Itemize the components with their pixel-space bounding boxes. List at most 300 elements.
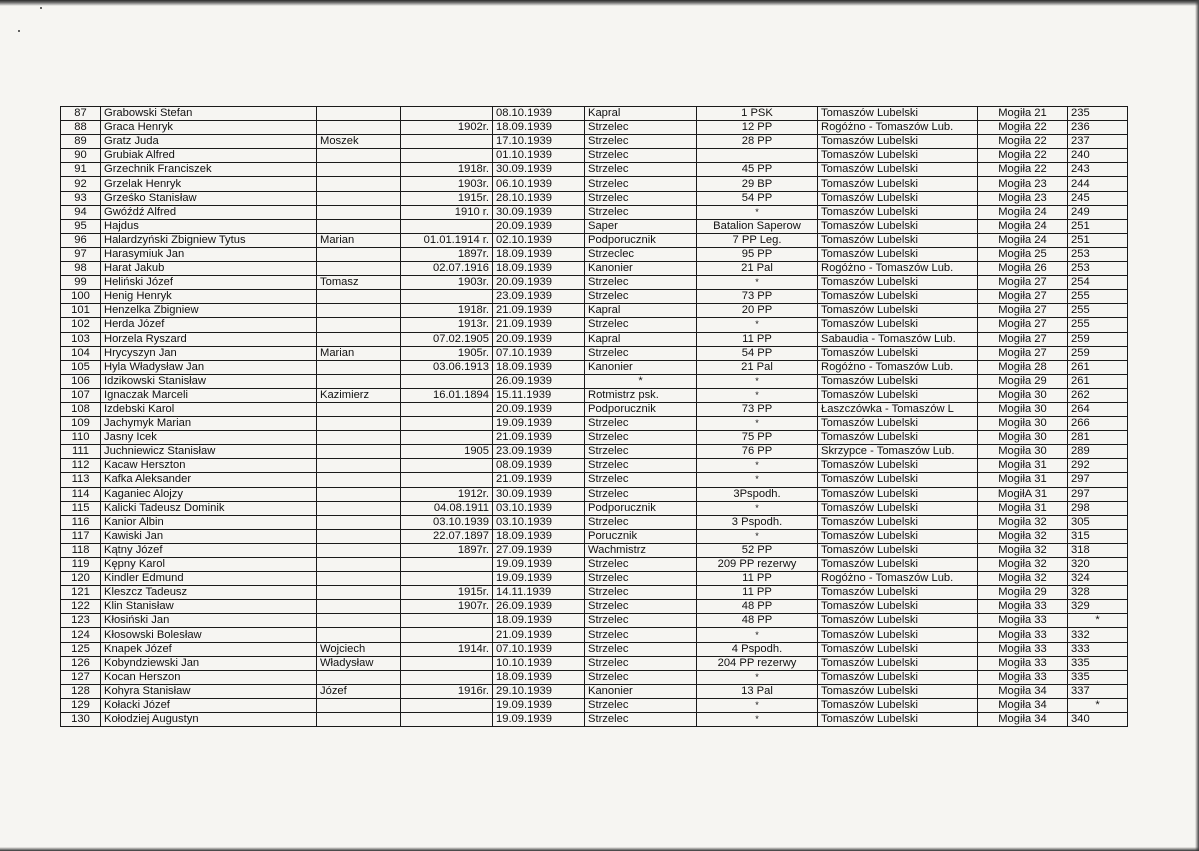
grave-number-cell: 333 bbox=[1068, 642, 1128, 656]
birth-date-cell bbox=[401, 614, 493, 628]
death-date-cell: 08.09.1939 bbox=[493, 459, 585, 473]
table-row bbox=[61, 628, 1128, 642]
father-name-cell bbox=[317, 191, 401, 205]
death-date-cell: 18.09.1939 bbox=[493, 529, 585, 543]
military-rank-cell: Strzelec bbox=[585, 163, 697, 177]
military-rank-cell: Strzeclec bbox=[585, 247, 697, 261]
birth-date-cell bbox=[401, 656, 493, 670]
soldier-name-cell: Klin Stanisław bbox=[101, 600, 317, 614]
death-date-cell: 19.09.1939 bbox=[493, 417, 585, 431]
burial-plot-cell: Mogiła 30 bbox=[978, 417, 1068, 431]
military-unit-cell: 73 PP bbox=[697, 290, 818, 304]
burial-plot-cell: Mogiła 30 bbox=[978, 445, 1068, 459]
military-rank-cell: Saper bbox=[585, 219, 697, 233]
death-place-cell: Tomaszów Lubelski bbox=[818, 698, 978, 712]
row-number-cell: 113 bbox=[61, 473, 101, 487]
father-name-cell: Kazimierz bbox=[317, 388, 401, 402]
military-rank-cell: Strzelec bbox=[585, 473, 697, 487]
father-name-cell bbox=[317, 121, 401, 135]
military-unit-cell: 52 PP bbox=[697, 543, 818, 557]
military-rank-cell: Strzelec bbox=[585, 276, 697, 290]
military-unit-cell: * bbox=[697, 459, 818, 473]
military-rank-cell: Kanonier bbox=[585, 684, 697, 698]
birth-date-cell: 03.06.1913 bbox=[401, 360, 493, 374]
birth-date-cell bbox=[401, 149, 493, 163]
soldier-name-cell: Harat Jakub bbox=[101, 262, 317, 276]
birth-date-cell bbox=[401, 374, 493, 388]
row-number-cell: 99 bbox=[61, 276, 101, 290]
birth-date-cell: 1903r. bbox=[401, 276, 493, 290]
birth-date-cell: 1903r. bbox=[401, 177, 493, 191]
death-place-cell: Sabaudia - Tomaszów Lub. bbox=[818, 332, 978, 346]
soldier-name-cell: Kalicki Tadeusz Dominik bbox=[101, 501, 317, 515]
table-row bbox=[61, 205, 1128, 219]
death-date-cell: 30.09.1939 bbox=[493, 487, 585, 501]
birth-date-cell: 1912r. bbox=[401, 487, 493, 501]
death-place-cell: Tomaszów Lubelski bbox=[818, 205, 978, 219]
table-row bbox=[61, 698, 1128, 712]
military-unit-cell: * bbox=[697, 473, 818, 487]
death-date-cell: 02.10.1939 bbox=[493, 233, 585, 247]
death-date-cell: 30.09.1939 bbox=[493, 205, 585, 219]
military-rank-cell: Strzelec bbox=[585, 417, 697, 431]
grave-number-cell: 235 bbox=[1068, 107, 1128, 121]
death-date-cell: 21.09.1939 bbox=[493, 628, 585, 642]
grave-number-cell: 264 bbox=[1068, 402, 1128, 416]
military-rank-cell: Strzelec bbox=[585, 628, 697, 642]
military-rank-cell: Strzelec bbox=[585, 698, 697, 712]
table-row bbox=[61, 529, 1128, 543]
soldier-name-cell: Kaganiec Alojzy bbox=[101, 487, 317, 501]
burial-plot-cell: Mogiła 21 bbox=[978, 107, 1068, 121]
grave-number-cell: 237 bbox=[1068, 135, 1128, 149]
father-name-cell bbox=[317, 290, 401, 304]
father-name-cell: Marian bbox=[317, 233, 401, 247]
table-row bbox=[61, 713, 1128, 727]
death-place-cell: Tomaszów Lubelski bbox=[818, 417, 978, 431]
death-date-cell: 18.09.1939 bbox=[493, 262, 585, 276]
military-rank-cell: Strzelec bbox=[585, 459, 697, 473]
military-unit-cell: 76 PP bbox=[697, 445, 818, 459]
table-row bbox=[61, 276, 1128, 290]
burial-plot-cell: Mogiła 22 bbox=[978, 149, 1068, 163]
military-unit-cell: * bbox=[697, 318, 818, 332]
death-date-cell: 20.09.1939 bbox=[493, 402, 585, 416]
row-number-cell: 125 bbox=[61, 642, 101, 656]
table-row bbox=[61, 388, 1128, 402]
grave-number-cell: 332 bbox=[1068, 628, 1128, 642]
birth-date-cell bbox=[401, 290, 493, 304]
military-rank-cell: * bbox=[585, 374, 697, 388]
row-number-cell: 102 bbox=[61, 318, 101, 332]
grave-number-cell: 236 bbox=[1068, 121, 1128, 135]
military-unit-cell: * bbox=[697, 388, 818, 402]
military-rank-cell: Podporucznik bbox=[585, 402, 697, 416]
table-row bbox=[61, 656, 1128, 670]
burial-plot-cell: Mogiła 27 bbox=[978, 346, 1068, 360]
row-number-cell: 111 bbox=[61, 445, 101, 459]
row-number-cell: 93 bbox=[61, 191, 101, 205]
scan-border-bottom bbox=[0, 847, 1199, 851]
burial-plot-cell: Mogiła 33 bbox=[978, 642, 1068, 656]
row-number-cell: 96 bbox=[61, 233, 101, 247]
grave-number-cell: 297 bbox=[1068, 473, 1128, 487]
father-name-cell bbox=[317, 713, 401, 727]
death-place-cell: Tomaszów Lubelski bbox=[818, 219, 978, 233]
row-number-cell: 127 bbox=[61, 670, 101, 684]
soldier-name-cell: Harasymiuk Jan bbox=[101, 247, 317, 261]
military-unit-cell: 7 PP Leg. bbox=[697, 233, 818, 247]
military-rank-cell: Strzelec bbox=[585, 656, 697, 670]
military-rank-cell: Strzelec bbox=[585, 614, 697, 628]
soldier-name-cell: Heliński Józef bbox=[101, 276, 317, 290]
death-place-cell: Tomaszów Lubelski bbox=[818, 388, 978, 402]
table-row bbox=[61, 417, 1128, 431]
burial-plot-cell: Mogiła 30 bbox=[978, 402, 1068, 416]
row-number-cell: 94 bbox=[61, 205, 101, 219]
burial-plot-cell: Mogiła 30 bbox=[978, 388, 1068, 402]
military-rank-cell: Podporucznik bbox=[585, 233, 697, 247]
table-row bbox=[61, 191, 1128, 205]
father-name-cell bbox=[317, 219, 401, 233]
death-date-cell: 18.09.1939 bbox=[493, 614, 585, 628]
death-date-cell: 07.10.1939 bbox=[493, 642, 585, 656]
death-date-cell: 19.09.1939 bbox=[493, 572, 585, 586]
military-rank-cell: Strzelec bbox=[585, 713, 697, 727]
death-date-cell: 18.09.1939 bbox=[493, 247, 585, 261]
soldier-name-cell: Kępny Karol bbox=[101, 558, 317, 572]
military-unit-cell: 21 Pal bbox=[697, 262, 818, 276]
birth-date-cell: 1915r. bbox=[401, 586, 493, 600]
death-date-cell: 03.10.1939 bbox=[493, 515, 585, 529]
burial-plot-cell: Mogiła 32 bbox=[978, 558, 1068, 572]
father-name-cell bbox=[317, 247, 401, 261]
military-unit-cell: * bbox=[697, 698, 818, 712]
grave-number-cell: 266 bbox=[1068, 417, 1128, 431]
register-body bbox=[61, 107, 1128, 727]
military-rank-cell: Strzelec bbox=[585, 572, 697, 586]
military-rank-cell: Kanonier bbox=[585, 262, 697, 276]
father-name-cell bbox=[317, 572, 401, 586]
military-unit-cell: 4 Pspodh. bbox=[697, 642, 818, 656]
birth-date-cell: 01.01.1914 r. bbox=[401, 233, 493, 247]
military-rank-cell: Strzelec bbox=[585, 670, 697, 684]
burial-plot-cell: Mogiła 31 bbox=[978, 501, 1068, 515]
grave-number-cell: 255 bbox=[1068, 304, 1128, 318]
birth-date-cell: 02.07.1916 bbox=[401, 262, 493, 276]
death-place-cell: Tomaszów Lubelski bbox=[818, 684, 978, 698]
grave-number-cell: 261 bbox=[1068, 374, 1128, 388]
burial-plot-cell: Mogiła 27 bbox=[978, 290, 1068, 304]
soldier-name-cell: Kłosowski Bolesław bbox=[101, 628, 317, 642]
table-row bbox=[61, 163, 1128, 177]
soldier-name-cell: Hajdus bbox=[101, 219, 317, 233]
table-row bbox=[61, 233, 1128, 247]
row-number-cell: 108 bbox=[61, 402, 101, 416]
soldier-name-cell: Grubiak Alfred bbox=[101, 149, 317, 163]
table-row bbox=[61, 586, 1128, 600]
birth-date-cell bbox=[401, 670, 493, 684]
father-name-cell bbox=[317, 529, 401, 543]
scan-speck bbox=[18, 30, 20, 32]
death-place-cell: Tomaszów Lubelski bbox=[818, 670, 978, 684]
death-place-cell: Tomaszów Lubelski bbox=[818, 713, 978, 727]
row-number-cell: 92 bbox=[61, 177, 101, 191]
burial-plot-cell: Mogiła 32 bbox=[978, 515, 1068, 529]
death-place-cell: Tomaszów Lubelski bbox=[818, 177, 978, 191]
soldier-name-cell: Kobyndziewski Jan bbox=[101, 656, 317, 670]
death-place-cell: Tomaszów Lubelski bbox=[818, 374, 978, 388]
burial-plot-cell: Mogiła 33 bbox=[978, 656, 1068, 670]
row-number-cell: 107 bbox=[61, 388, 101, 402]
burial-plot-cell: Mogiła 28 bbox=[978, 360, 1068, 374]
military-rank-cell: Rotmistrz psk. bbox=[585, 388, 697, 402]
military-unit-cell: 48 PP bbox=[697, 600, 818, 614]
military-unit-cell: 11 PP bbox=[697, 332, 818, 346]
father-name-cell: Wojciech bbox=[317, 642, 401, 656]
father-name-cell bbox=[317, 445, 401, 459]
military-unit-cell: 28 PP bbox=[697, 135, 818, 149]
death-place-cell: Tomaszów Lubelski bbox=[818, 290, 978, 304]
burial-register-table bbox=[60, 106, 1128, 727]
birth-date-cell: 1916r. bbox=[401, 684, 493, 698]
death-date-cell: 19.09.1939 bbox=[493, 698, 585, 712]
military-rank-cell: Wachmistrz bbox=[585, 543, 697, 557]
soldier-name-cell: Kłosiński Jan bbox=[101, 614, 317, 628]
table-row bbox=[61, 558, 1128, 572]
grave-number-cell: 253 bbox=[1068, 262, 1128, 276]
soldier-name-cell: Grzelak Henryk bbox=[101, 177, 317, 191]
military-unit-cell: 11 PP bbox=[697, 586, 818, 600]
military-unit-cell: 54 PP bbox=[697, 346, 818, 360]
birth-date-cell bbox=[401, 219, 493, 233]
grave-number-cell: 251 bbox=[1068, 233, 1128, 247]
death-place-cell: Rogóżno - Tomaszów Lub. bbox=[818, 121, 978, 135]
burial-plot-cell: Mogiła 23 bbox=[978, 191, 1068, 205]
death-place-cell: Tomaszów Lubelski bbox=[818, 247, 978, 261]
father-name-cell bbox=[317, 360, 401, 374]
military-unit-cell: * bbox=[697, 628, 818, 642]
birth-date-cell: 1897r. bbox=[401, 543, 493, 557]
death-date-cell: 20.09.1939 bbox=[493, 219, 585, 233]
burial-plot-cell: Mogiła 27 bbox=[978, 304, 1068, 318]
grave-number-cell: 289 bbox=[1068, 445, 1128, 459]
burial-plot-cell: Mogiła 24 bbox=[978, 219, 1068, 233]
table-row bbox=[61, 290, 1128, 304]
soldier-name-cell: Kątny Józef bbox=[101, 543, 317, 557]
soldier-name-cell: Juchniewicz Stanisław bbox=[101, 445, 317, 459]
burial-plot-cell: Mogiła 23 bbox=[978, 177, 1068, 191]
grave-number-cell: 335 bbox=[1068, 656, 1128, 670]
birth-date-cell: 1918r. bbox=[401, 304, 493, 318]
row-number-cell: 129 bbox=[61, 698, 101, 712]
death-date-cell: 21.09.1939 bbox=[493, 318, 585, 332]
row-number-cell: 97 bbox=[61, 247, 101, 261]
military-unit-cell: Batalion Saperow bbox=[697, 219, 818, 233]
scan-border-right bbox=[1195, 0, 1199, 851]
death-place-cell: Tomaszów Lubelski bbox=[818, 600, 978, 614]
military-rank-cell: Kapral bbox=[585, 107, 697, 121]
row-number-cell: 101 bbox=[61, 304, 101, 318]
row-number-cell: 126 bbox=[61, 656, 101, 670]
birth-date-cell bbox=[401, 402, 493, 416]
grave-number-cell: 251 bbox=[1068, 219, 1128, 233]
death-date-cell: 18.09.1939 bbox=[493, 121, 585, 135]
military-rank-cell: Strzelec bbox=[585, 515, 697, 529]
soldier-name-cell: Jasny Icek bbox=[101, 431, 317, 445]
birth-date-cell: 1910 r. bbox=[401, 205, 493, 219]
grave-number-cell: 259 bbox=[1068, 332, 1128, 346]
soldier-name-cell: Kołodziej Augustyn bbox=[101, 713, 317, 727]
soldier-name-cell: Grzechnik Franciszek bbox=[101, 163, 317, 177]
grave-number-cell: 329 bbox=[1068, 600, 1128, 614]
birth-date-cell: 1914r. bbox=[401, 642, 493, 656]
burial-plot-cell: Mogiła 27 bbox=[978, 276, 1068, 290]
burial-plot-cell: Mogiła 34 bbox=[978, 713, 1068, 727]
row-number-cell: 104 bbox=[61, 346, 101, 360]
burial-plot-cell: Mogiła 32 bbox=[978, 543, 1068, 557]
military-rank-cell: Strzelec bbox=[585, 586, 697, 600]
military-rank-cell: Strzelec bbox=[585, 431, 697, 445]
death-place-cell: Rogóżno - Tomaszów Lub. bbox=[818, 572, 978, 586]
table-row bbox=[61, 684, 1128, 698]
military-unit-cell: * bbox=[697, 417, 818, 431]
military-rank-cell: Kapral bbox=[585, 332, 697, 346]
row-number-cell: 88 bbox=[61, 121, 101, 135]
row-number-cell: 121 bbox=[61, 586, 101, 600]
birth-date-cell: 03.10.1939 bbox=[401, 515, 493, 529]
death-date-cell: 18.09.1939 bbox=[493, 360, 585, 374]
military-rank-cell: Strzelec bbox=[585, 558, 697, 572]
death-place-cell: Łaszczówka - Tomaszów L bbox=[818, 402, 978, 416]
father-name-cell bbox=[317, 628, 401, 642]
father-name-cell bbox=[317, 149, 401, 163]
father-name-cell bbox=[317, 262, 401, 276]
military-unit-cell: * bbox=[697, 713, 818, 727]
soldier-name-cell: Kleszcz Tadeusz bbox=[101, 586, 317, 600]
row-number-cell: 128 bbox=[61, 684, 101, 698]
military-unit-cell: 75 PP bbox=[697, 431, 818, 445]
burial-plot-cell: Mogiła 22 bbox=[978, 135, 1068, 149]
row-number-cell: 95 bbox=[61, 219, 101, 233]
burial-plot-cell: Mogiła 32 bbox=[978, 572, 1068, 586]
grave-number-cell: 240 bbox=[1068, 149, 1128, 163]
birth-date-cell: 16.01.1894 bbox=[401, 388, 493, 402]
grave-number-cell: 335 bbox=[1068, 670, 1128, 684]
military-unit-cell: 21 Pal bbox=[697, 360, 818, 374]
row-number-cell: 109 bbox=[61, 417, 101, 431]
military-unit-cell: 209 PP rezerwy bbox=[697, 558, 818, 572]
father-name-cell: Moszek bbox=[317, 135, 401, 149]
death-place-cell: Tomaszów Lubelski bbox=[818, 515, 978, 529]
burial-plot-cell: Mogiła 26 bbox=[978, 262, 1068, 276]
row-number-cell: 105 bbox=[61, 360, 101, 374]
birth-date-cell bbox=[401, 431, 493, 445]
death-date-cell: 27.09.1939 bbox=[493, 543, 585, 557]
death-date-cell: 23.09.1939 bbox=[493, 445, 585, 459]
table-row bbox=[61, 459, 1128, 473]
table-row bbox=[61, 501, 1128, 515]
birth-date-cell bbox=[401, 558, 493, 572]
death-place-cell: Tomaszów Lubelski bbox=[818, 459, 978, 473]
grave-number-cell: 305 bbox=[1068, 515, 1128, 529]
soldier-name-cell: Grześko Stanisław bbox=[101, 191, 317, 205]
grave-number-cell: 298 bbox=[1068, 501, 1128, 515]
row-number-cell: 110 bbox=[61, 431, 101, 445]
birth-date-cell: 1918r. bbox=[401, 163, 493, 177]
burial-plot-cell: Mogiła 33 bbox=[978, 670, 1068, 684]
soldier-name-cell: Kocan Herszon bbox=[101, 670, 317, 684]
military-rank-cell: Strzelec bbox=[585, 642, 697, 656]
row-number-cell: 100 bbox=[61, 290, 101, 304]
row-number-cell: 91 bbox=[61, 163, 101, 177]
military-rank-cell: Kanonier bbox=[585, 360, 697, 374]
death-place-cell: Tomaszów Lubelski bbox=[818, 473, 978, 487]
death-place-cell: Skrzypce - Tomaszów Lub. bbox=[818, 445, 978, 459]
military-unit-cell: 48 PP bbox=[697, 614, 818, 628]
birth-date-cell bbox=[401, 698, 493, 712]
birth-date-cell bbox=[401, 713, 493, 727]
soldier-name-cell: Kołacki Józef bbox=[101, 698, 317, 712]
death-date-cell: 08.10.1939 bbox=[493, 107, 585, 121]
table-row bbox=[61, 445, 1128, 459]
burial-plot-cell: Mogiła 33 bbox=[978, 628, 1068, 642]
military-unit-cell: 45 PP bbox=[697, 163, 818, 177]
soldier-name-cell: Jachymyk Marian bbox=[101, 417, 317, 431]
father-name-cell bbox=[317, 515, 401, 529]
father-name-cell bbox=[317, 318, 401, 332]
row-number-cell: 89 bbox=[61, 135, 101, 149]
death-date-cell: 28.10.1939 bbox=[493, 191, 585, 205]
death-place-cell: Tomaszów Lubelski bbox=[818, 558, 978, 572]
military-unit-cell: * bbox=[697, 205, 818, 219]
soldier-name-cell: Gratz Juda bbox=[101, 135, 317, 149]
burial-plot-cell: Mogiła 32 bbox=[978, 529, 1068, 543]
burial-plot-cell: Mogiła 27 bbox=[978, 332, 1068, 346]
death-place-cell: Tomaszów Lubelski bbox=[818, 318, 978, 332]
table-row bbox=[61, 431, 1128, 445]
soldier-name-cell: Gwóźdź Alfred bbox=[101, 205, 317, 219]
birth-date-cell: 1905r. bbox=[401, 346, 493, 360]
death-place-cell: Tomaszów Lubelski bbox=[818, 642, 978, 656]
soldier-name-cell: Kafka Aleksander bbox=[101, 473, 317, 487]
row-number-cell: 112 bbox=[61, 459, 101, 473]
grave-number-cell: 243 bbox=[1068, 163, 1128, 177]
row-number-cell: 123 bbox=[61, 614, 101, 628]
soldier-name-cell: Kohyra Stanisław bbox=[101, 684, 317, 698]
father-name-cell bbox=[317, 177, 401, 191]
table-row bbox=[61, 247, 1128, 261]
soldier-name-cell: Halardzyński Zbigniew Tytus bbox=[101, 233, 317, 247]
grave-number-cell: 328 bbox=[1068, 586, 1128, 600]
row-number-cell: 120 bbox=[61, 572, 101, 586]
table-row bbox=[61, 515, 1128, 529]
father-name-cell bbox=[317, 614, 401, 628]
father-name-cell: Władysław bbox=[317, 656, 401, 670]
father-name-cell bbox=[317, 163, 401, 177]
military-unit-cell bbox=[697, 149, 818, 163]
death-place-cell: Tomaszów Lubelski bbox=[818, 543, 978, 557]
father-name-cell bbox=[317, 543, 401, 557]
burial-plot-cell: Mogiła 31 bbox=[978, 473, 1068, 487]
table-row bbox=[61, 614, 1128, 628]
death-date-cell: 03.10.1939 bbox=[493, 501, 585, 515]
death-place-cell: Tomaszów Lubelski bbox=[818, 233, 978, 247]
table-row bbox=[61, 262, 1128, 276]
military-unit-cell: * bbox=[697, 501, 818, 515]
birth-date-cell bbox=[401, 135, 493, 149]
father-name-cell bbox=[317, 417, 401, 431]
